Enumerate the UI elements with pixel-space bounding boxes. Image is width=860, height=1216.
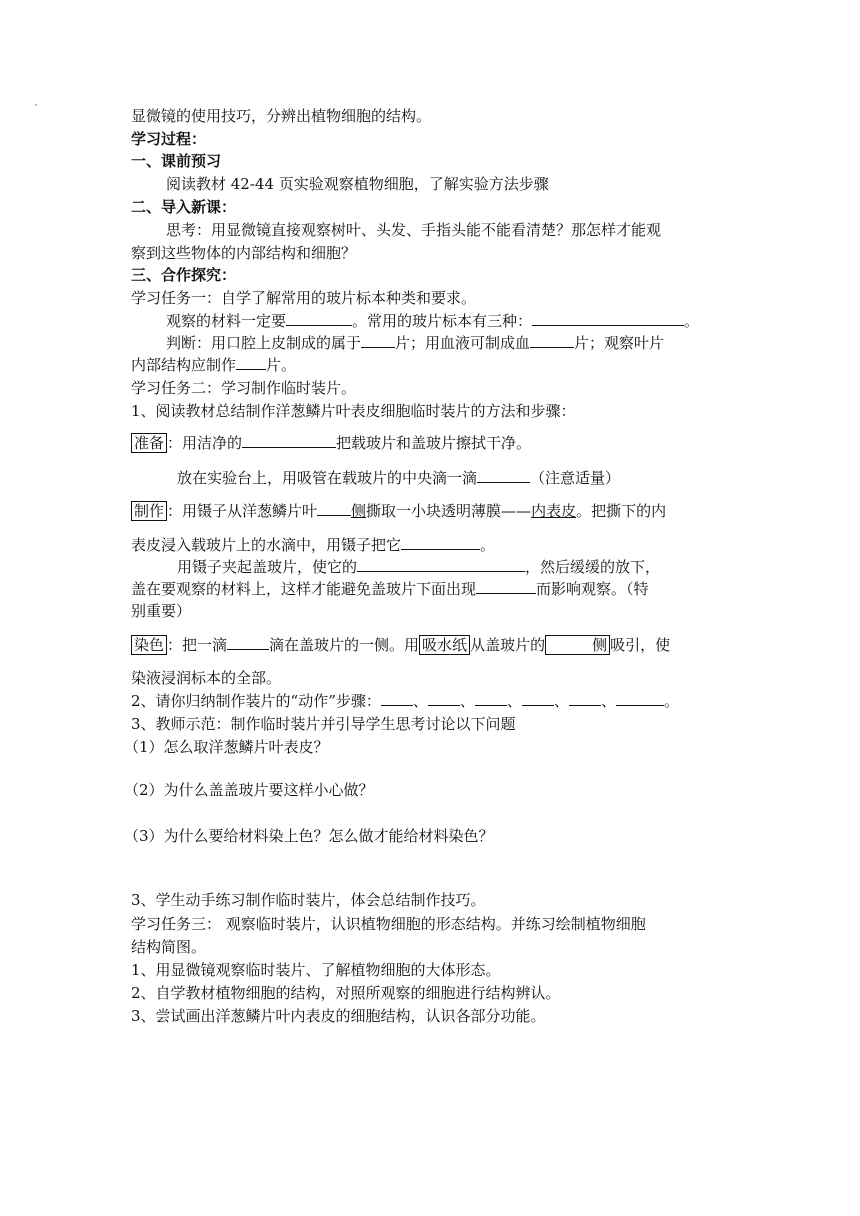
practice-text: 3、学生动手练习制作临时装片，体会总结制作技巧。 <box>131 891 486 909</box>
task3-step1: 1、用显微镜观察临时装片、了解植物细胞的大体形态。 <box>131 961 501 979</box>
heading-intro: 二、导入新课： <box>131 198 237 216</box>
task2-title: 学习任务二：学习制作临时装片。 <box>131 379 357 397</box>
make-box: 制作 <box>131 501 167 521</box>
actions-line: 2、请你归纳制作装片的“动作”步骤： 、 、 、 、 、 。 <box>131 692 679 710</box>
make-line-3: 用镊子夹起盖玻片，使它的 ，然后缓缓的放下， <box>177 558 661 576</box>
blank-action-5[interactable] <box>569 691 601 706</box>
make-line-4: 盖在要观察的材料上，这样才能避免盖玻片下面出现 而影响观察。（特 <box>131 580 649 598</box>
blank-three-types[interactable] <box>532 311 684 326</box>
scan-dot <box>35 104 37 106</box>
task1-title: 学习任务一：自学了解常用的玻片标本种类和要求。 <box>131 289 477 307</box>
make-line-2: 表皮浸入载玻片上的水滴中，用镊子把它 。 <box>131 536 496 554</box>
think-text-2: 察到这些物体的内部结构和细胞？ <box>131 244 357 262</box>
heading-learning-process: 学习过程： <box>131 130 207 148</box>
blank-action-6[interactable] <box>616 691 664 706</box>
blank-stain[interactable] <box>227 635 269 650</box>
think-text-1: 思考：用显微镜直接观察树叶、头发、手指头能不能看清楚？那怎样才能观 <box>166 221 662 239</box>
blank-bubbles[interactable] <box>476 579 536 594</box>
task3-step2: 2、自学教材植物细胞的结构，对照所观察的细胞进行结构辨认。 <box>131 984 561 1002</box>
blank-oral[interactable] <box>361 333 395 348</box>
stain-box: 染色 <box>131 635 167 655</box>
intro-text: 显微镜的使用技巧，分辨出植物细胞的结构。 <box>131 107 432 125</box>
blank-action-4[interactable] <box>522 691 554 706</box>
blank-coverslip-edge[interactable] <box>357 557 525 572</box>
blank-blood[interactable] <box>530 333 574 348</box>
teacher-demo: 3、教师示范：制作临时装片并引导学生思考讨论以下问题 <box>131 715 516 733</box>
blank-drop[interactable] <box>477 468 530 483</box>
blank-spread[interactable] <box>401 535 480 550</box>
preview-text: 阅读教材 42-44 页实验观察植物细胞，了解实验方法步骤 <box>166 175 549 193</box>
question-2: （2）为什么盖盖玻片要这样小心做？ <box>124 781 374 799</box>
prep-line-2: 放在实验台上，用吸管在载玻片的中央滴一滴 （注意适量） <box>177 469 621 487</box>
heading-preview: 一、课前预习 <box>131 152 222 170</box>
prep-box: 准备 <box>131 433 167 453</box>
blank-material[interactable] <box>286 311 352 326</box>
question-1: （1）怎么取洋葱鳞片叶表皮？ <box>124 738 329 756</box>
stain-line-2: 染液浸润标本的全部。 <box>131 669 282 687</box>
task3-step3: 3、尝试画出洋葱鳞片叶内表皮的细胞结构，认识各部分功能。 <box>131 1007 546 1025</box>
task2-step1: 1、阅读教材总结制作洋葱鳞片叶表皮细胞临时装片的方法和步骤： <box>131 402 576 420</box>
prep-line: 准备 ：用洁净的 把载玻片和盖玻片擦拭干净。 <box>131 433 531 453</box>
stain-line: 染色 ：把一滴 滴在盖玻片的一侧。用 吸水纸 从盖玻片的 侧 吸引，使 <box>131 635 670 655</box>
blank-wipe[interactable] <box>242 433 336 448</box>
blank-action-3[interactable] <box>475 691 507 706</box>
make-line-5: 别重要） <box>131 602 192 620</box>
task3-title: 学习任务三： 观察临时装片，认识植物细胞的形态结构。并练习绘制植物细胞 <box>131 915 646 933</box>
question-3: （3）为什么要给材料染上色？怎么做才能给材料染色？ <box>124 827 494 845</box>
make-line: 制作 ：用镊子从洋葱鳞片叶 侧撕取一小块透明薄膜——内表皮。把撕下的内 <box>131 501 666 521</box>
blank-action-2[interactable] <box>428 691 460 706</box>
blank-action-1[interactable] <box>381 691 413 706</box>
side-box: 侧 <box>545 635 610 655</box>
heading-explore: 三、合作探究： <box>131 266 237 284</box>
task1-judge-line: 判断：用口腔上皮制成的属于 片；用血液可制成血 片；观察叶片 <box>166 334 665 352</box>
absorbent-paper-box: 吸水纸 <box>419 635 470 655</box>
blank-leaf[interactable] <box>236 355 266 370</box>
task1-judge-line-2: 内部结构应制作 片。 <box>131 356 297 374</box>
task1-material-line: 观察的材料一定要 。常用的玻片标本有三种： 。 <box>166 312 700 330</box>
blank-side[interactable] <box>317 501 351 516</box>
task3-title-2: 结构简图。 <box>131 938 207 956</box>
